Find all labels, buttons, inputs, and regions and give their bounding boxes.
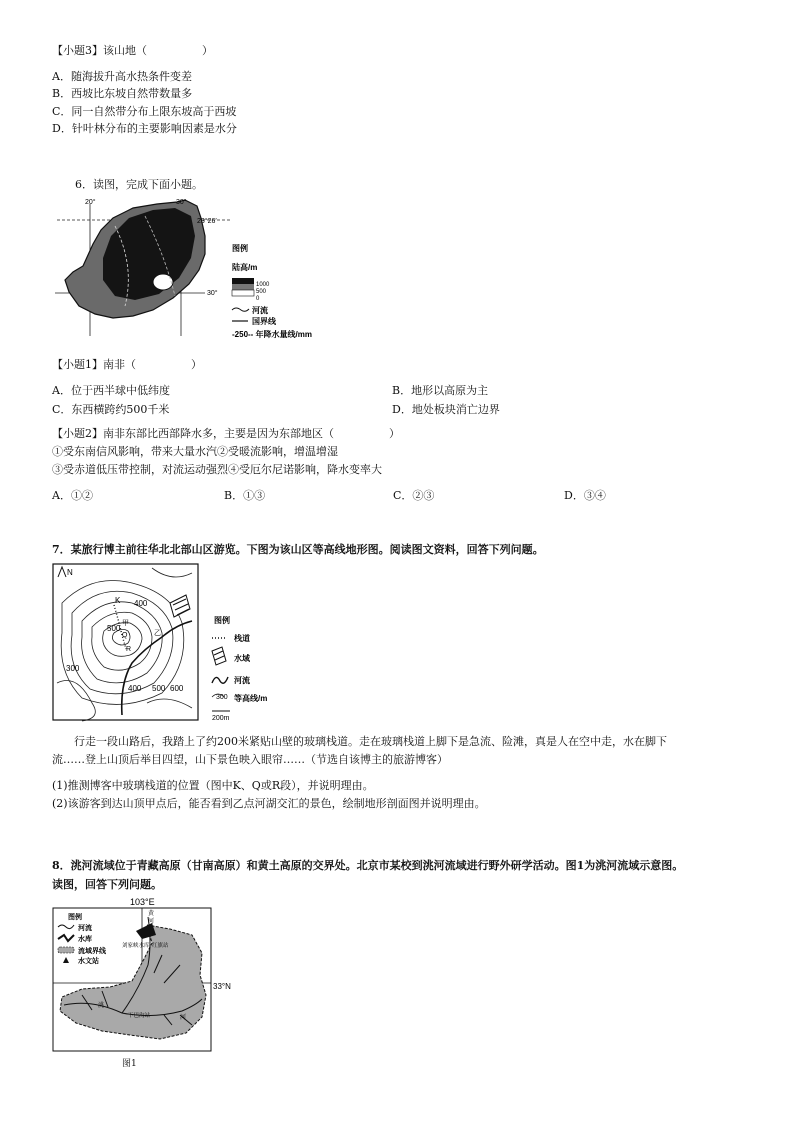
legend-elev-title: 陆高/m bbox=[232, 263, 258, 272]
contour-legend-scale: 200m bbox=[212, 715, 230, 722]
tao-map-town: 红旗站 bbox=[152, 943, 169, 949]
tao-map-reservoir: 刘家峡水库 bbox=[122, 943, 150, 949]
q6-sub2-line1: ①受东南信风影响，带来大量水汽②受暖流影响，增温增湿 bbox=[52, 445, 338, 458]
tao-legend-title: 图例 bbox=[68, 914, 82, 921]
contour-legend-title: 图例 bbox=[214, 616, 230, 625]
q7-passage-line1: 行走一段山路后，我踏上了约200米紧贴山壁的玻璃栈道。走在玻璃栈道上脚下是急流、险滩，真是人在空中走，水在脚下 bbox=[74, 735, 667, 748]
contour-label-400a: 400 bbox=[134, 599, 148, 608]
tao-map-lat: 33°N bbox=[213, 982, 231, 991]
q6-sub1-option-c: C．东西横跨约500千米 bbox=[52, 403, 170, 416]
legend-elev-0: 0 bbox=[256, 296, 260, 302]
prev-sub3-stem: 【小题3】该山地（ ） bbox=[52, 44, 213, 57]
q8-stem-line2: 读图，回答下列问题。 bbox=[52, 878, 162, 891]
prev-option-b: B．西坡比东坡自然带数量多 bbox=[52, 87, 193, 100]
contour-label-jia: 甲 bbox=[122, 620, 129, 627]
prev-option-a: A．随海拔升高水热条件变差 bbox=[52, 70, 192, 83]
contour-label-400b: 400 bbox=[128, 684, 142, 693]
q6-sub2-option-a: A．①② bbox=[52, 489, 93, 502]
q6-sub2-option-d: D．③④ bbox=[564, 489, 606, 502]
q6-sub2-option-b: B．①③ bbox=[224, 489, 266, 502]
contour-legend-water: 水域 bbox=[234, 654, 250, 663]
tao-legend-reservoir: 水库 bbox=[78, 936, 92, 943]
q7-passage-line2: 流……登上山顶后举目四望，山下景色映入眼帘……（节选自该博主的旅游博客） bbox=[52, 753, 448, 766]
contour-label-500b: 500 bbox=[152, 684, 166, 693]
prev-option-d: D．针叶林分布的主要影响因素是水分 bbox=[52, 122, 237, 135]
contour-legend-contour: 等高线/m bbox=[234, 694, 268, 703]
legend-rainfall: -250-- 年降水量线/mm bbox=[232, 330, 313, 339]
q6-sub1-option-b: B．地形以高原为主 bbox=[392, 384, 489, 397]
tao-map-river-huang: 黄 bbox=[148, 911, 155, 917]
north-label: N bbox=[67, 568, 73, 577]
q6-sub2-line2: ③受赤道低压带控制，对流运动强烈④受厄尔尼诺影响，降水变率大 bbox=[52, 463, 382, 476]
legend-border: 国界线 bbox=[252, 317, 276, 326]
south-africa-map bbox=[55, 196, 345, 346]
q7-question-2: (2)该游客到达山顶甲点后，能否看到乙点河湖交汇的景色，绘制地形剖面图并说明理由。 bbox=[52, 797, 486, 810]
q8-stem-line1: 8．洮河流域位于青藏高原（甘南高原）和黄土高原的交界处。北京市某校到洮河流域进行野外研学活动。图1为洮河流域示意图。 bbox=[52, 859, 684, 872]
contour-label-300: 300 bbox=[66, 664, 80, 673]
contour-label-yi: 乙 bbox=[154, 630, 161, 637]
map-tropic-label: 23°26′ bbox=[197, 218, 217, 225]
tao-legend-boundary: 流域界线 bbox=[78, 948, 106, 955]
contour-map bbox=[52, 563, 292, 723]
contour-label-500a: 500 bbox=[107, 624, 121, 633]
tao-map-river-tao: 洮 bbox=[98, 1003, 105, 1009]
contour-legend-river: 河流 bbox=[234, 676, 250, 685]
legend-river: 河流 bbox=[252, 306, 268, 315]
contour-label-600: 600 bbox=[170, 684, 184, 693]
legend-elev-1000: 1000 bbox=[256, 282, 270, 288]
tao-map-river-he2: 河 bbox=[148, 919, 155, 925]
q7-stem: 7．某旅行博主前往华北北部山区游览。下图为该山区等高线地形图。阅读图文资料，回答下列问题。 bbox=[52, 543, 544, 556]
q6-sub2-stem: 【小题2】南非东部比西部降水多，主要是因为东部地区（ ） bbox=[52, 427, 400, 440]
q6-stem: 6．读图，完成下面小题。 bbox=[75, 178, 203, 191]
q8-figure-caption: 图1 bbox=[122, 1059, 137, 1069]
q6-sub1-option-a: A．位于西半球中低纬度 bbox=[52, 384, 170, 397]
contour-label-r: R bbox=[126, 646, 132, 653]
contour-legend-path: 栈道 bbox=[234, 634, 250, 643]
legend-title: 图例 bbox=[232, 244, 248, 253]
legend-elev-500: 500 bbox=[256, 289, 267, 295]
q6-sub1-stem: 【小题1】南非（ ） bbox=[52, 358, 202, 371]
contour-label-k: K bbox=[115, 596, 121, 605]
map-lat-30: 30° bbox=[207, 290, 218, 297]
tao-legend-river: 河流 bbox=[78, 925, 92, 932]
prev-option-c: C．同一自然带分布上限东坡高于西坡 bbox=[52, 105, 237, 118]
q7-question-1: (1)推测博客中玻璃栈道的位置（图中K、Q或R段），并说明理由。 bbox=[52, 779, 374, 792]
map-lon-20: 20° bbox=[85, 199, 96, 206]
contour-legend-num: 300 bbox=[216, 694, 228, 701]
q6-sub2-option-c: C．②③ bbox=[393, 489, 435, 502]
q6-sub1-option-d: D．地处板块消亡边界 bbox=[392, 403, 500, 416]
tao-map-lon: 103°E bbox=[130, 897, 155, 907]
map-lon-30: 30° bbox=[176, 199, 187, 206]
tao-legend-station: 水文站 bbox=[78, 958, 99, 965]
tao-map-river-he: 河 bbox=[180, 1015, 187, 1021]
contour-label-q: Q bbox=[122, 632, 128, 639]
tao-map-station: 下巴沟站 bbox=[128, 1013, 151, 1019]
tao-river-map bbox=[52, 895, 231, 1055]
